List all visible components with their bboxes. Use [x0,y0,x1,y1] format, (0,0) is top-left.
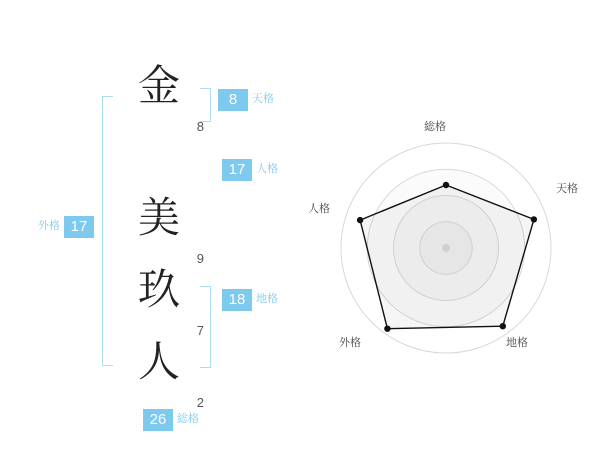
gaikaku-value: 17 [64,216,94,238]
chikaku-bracket [200,286,211,368]
kanji-char: 玖 [137,265,180,314]
soukaku-label: 総格 [177,412,199,425]
gaikaku-bracket [102,96,113,366]
axis-label-soukaku: 総格 [424,120,446,133]
tenkaku-bracket [200,88,211,122]
kanji-row [128,193,204,268]
tenkaku-label: 天格 [252,92,274,105]
axis-label-jinkaku: 人格 [308,202,330,215]
radar-chart-panel [300,0,600,470]
kanji-row [128,265,204,340]
stroke-count: 8 [196,119,204,134]
jinkaku-badge-group [222,159,278,181]
chikaku-badge-group [222,289,278,311]
jinkaku-value: 17 [222,159,252,181]
kanji-char: 美 [137,193,180,242]
kanji-char: 人 [137,337,180,386]
gaikaku-badge-group [38,216,94,238]
soukaku-badge-group [143,409,199,431]
kanji-char: 金 [137,61,180,110]
soukaku-value: 26 [143,409,173,431]
stroke-count: 7 [196,323,204,338]
stroke-count: 2 [196,395,204,410]
chikaku-value: 18 [222,289,252,311]
axis-label-gaikaku: 外格 [339,336,361,349]
tenkaku-value: 8 [218,89,248,111]
kanji-row [128,337,204,412]
kanji-column [128,61,204,412]
stroke-count: 9 [196,251,204,266]
chikaku-label: 地格 [256,292,278,305]
kanji-row [128,61,204,136]
gaikaku-label: 外格 [38,219,60,232]
tenkaku-badge-group [218,89,274,111]
jinkaku-label: 人格 [256,162,278,175]
axis-label-chikaku: 地格 [506,336,528,349]
axis-label-tenkaku: 天格 [556,182,578,195]
